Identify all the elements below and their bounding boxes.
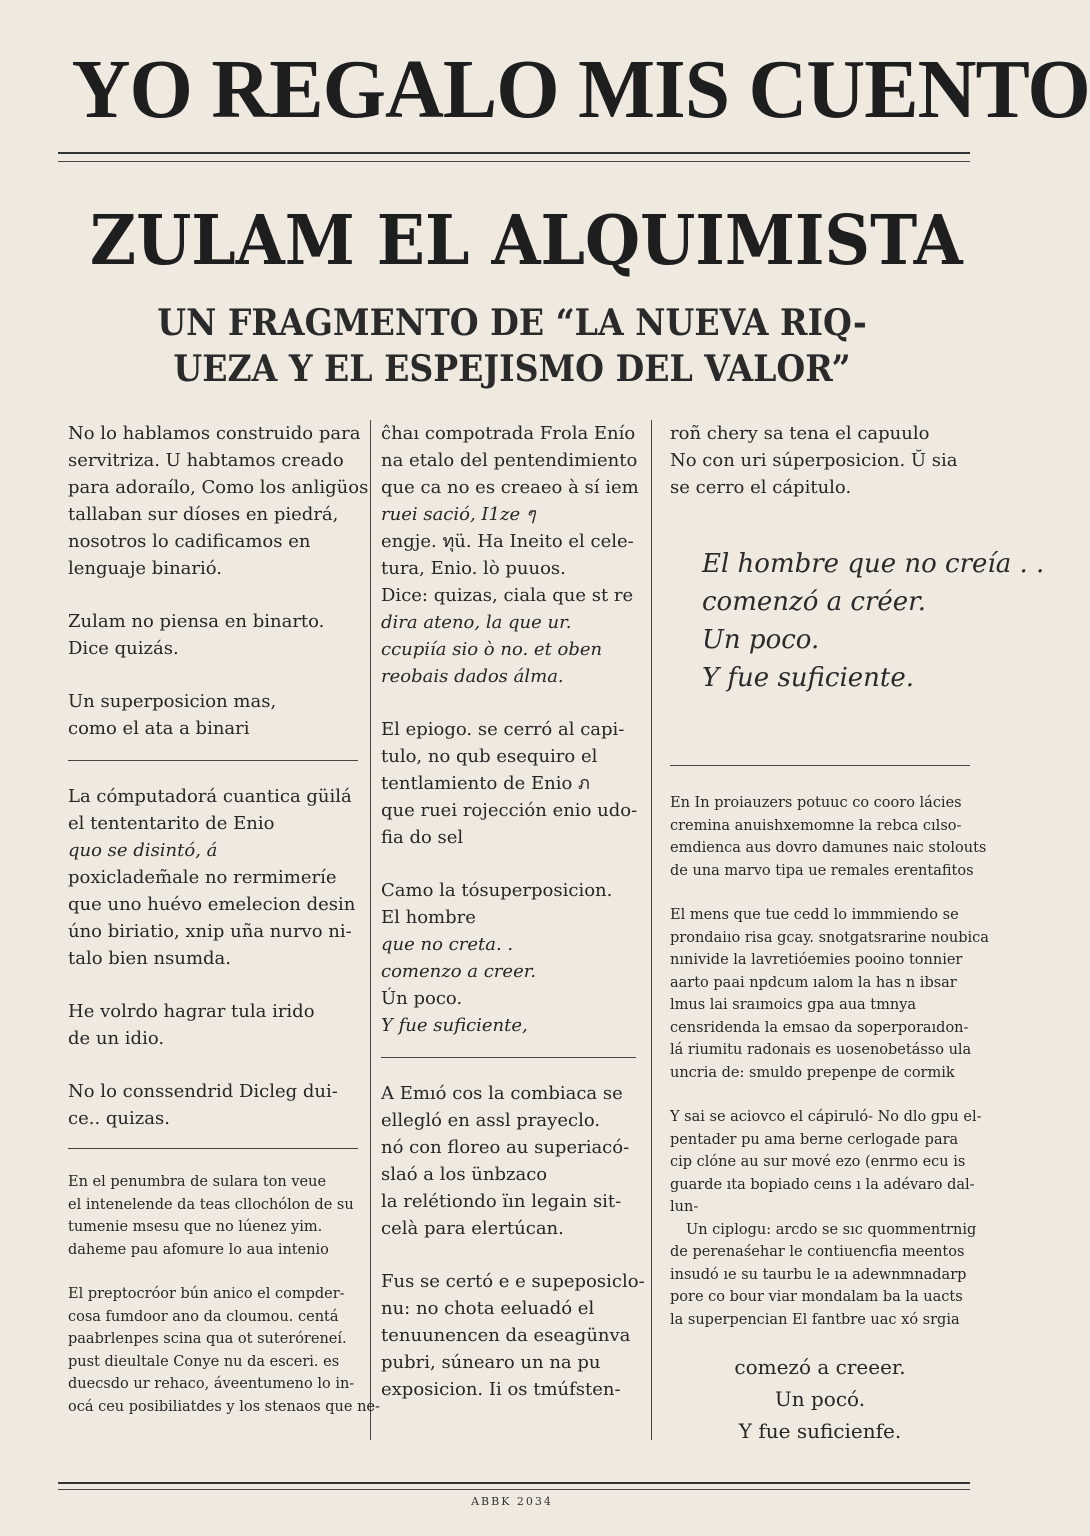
text-line: pentader pu ama berne cerlogade para (670, 1131, 959, 1148)
text-line: comenzo a creer. (381, 961, 537, 982)
quote-line: El hombre que no creía . . (702, 549, 1045, 579)
text-line: En el penumbra de sulara ton veue (68, 1174, 327, 1190)
column-1 (68, 420, 380, 1418)
text-line: ocá ceu posibiliatdes y los stenaos que ne- (68, 1398, 380, 1415)
text-line: slaó a los ünbzaco (381, 1164, 548, 1185)
text-line: pore co bour viar mondalam ba la uacts (670, 1289, 963, 1305)
paragraph (381, 716, 636, 851)
text-line: A Emıó cos la combiaca se (381, 1083, 623, 1104)
text-line: censridenda la emsao da soperporaıdon- (670, 1019, 969, 1036)
text-line: Ún poco. (381, 988, 463, 1009)
masthead-rule-bottom (58, 161, 970, 162)
text-line: El hombre (381, 907, 476, 928)
text-line: la superpencian El fantbre uac xó srgia (670, 1311, 960, 1328)
text-line: El preptocróor bún anico el compder- (68, 1286, 345, 1302)
article-subtitle: UN FRAGMENTO DE “LA NUEVA RIQ- UEZA Y EL ESPEJISMO DEL VALOR” (157, 302, 867, 390)
paragraph (381, 877, 636, 1039)
text-line: prondaiıo risa gcay. snotgatsrarine noubica (670, 929, 989, 946)
column-2 (381, 420, 645, 1403)
text-line: pust dieultale Conye nu da esceri. es (68, 1353, 340, 1370)
paragraph (381, 1268, 645, 1403)
text-line: tentlamiento de Enio ภ (381, 773, 590, 794)
text-line: Camo la tósuperposicion. (381, 880, 613, 901)
text-line: cip clóne au sur mové ezo (enrmo ecu is (670, 1154, 966, 1170)
text-line: reobais dados álma. (381, 666, 564, 687)
text-line: de un idio. (68, 1028, 165, 1049)
paragraph (381, 1080, 636, 1242)
text-line: tura, Enio. lò puuos. (381, 558, 566, 579)
text-line: cosa fumdoor ano da cloumou. centá (68, 1308, 339, 1325)
text-line: Un ciplogu: arcdo se sıc quommentrnig (686, 1221, 977, 1238)
quote-line: comenzó a créer. (702, 587, 926, 617)
text-line: de perenaśehar le contiuencfia meentos (670, 1244, 965, 1260)
text-line: celà para elertúcan. (381, 1218, 564, 1239)
text-line: tallaban sur díoses en piedrá, (68, 504, 339, 525)
text-line: lá riumitu radonais es uosenobetásso ula (670, 1042, 972, 1058)
closing-verse (670, 1351, 970, 1447)
text-line: dira ateno, la que ur. (381, 612, 572, 633)
text-line: talo bien nsumda. (68, 948, 231, 969)
verse-line: comezó a creeer. (734, 1355, 906, 1379)
text-line: El epiogo. se cerró al capi- (381, 719, 625, 740)
text-line: lmus lai sraımoics gpa aua tmnya (670, 997, 917, 1013)
paragraph (68, 688, 358, 742)
column-divider-1 (370, 420, 371, 1440)
text-line: nó con floreo au superiacó- (381, 1137, 630, 1158)
paragraph (381, 420, 639, 690)
quote-line: Un poco. (702, 625, 820, 655)
quote-line: Y fue suficiente. (702, 663, 914, 693)
footer-rule-bottom (58, 1489, 970, 1490)
text-line: exposicion. Ii os tmúfsten- (381, 1379, 621, 1400)
text-line: que no creta. . (381, 934, 514, 955)
text-line: daheme pau afomure lo aua intenio (68, 1241, 329, 1258)
column-divider-2 (651, 420, 652, 1440)
text-line: el tententarito de Enio (68, 813, 275, 834)
text-line: Fus se certó e e supeposiclo- (381, 1271, 645, 1292)
text-line: Y sai se aciovco el cápiruló- No dlo gpu el- (670, 1109, 982, 1125)
text-line: La cómputadorá cuantica güilá (68, 786, 352, 807)
footer-rule-top (58, 1482, 970, 1484)
text-line: pubri, súnearo un na pu (381, 1352, 601, 1373)
text-line: nınivide la lavretióemies pooino tonnier (670, 952, 963, 968)
text-line: aarto paai npdcum ıalom la has n ibsar (670, 974, 957, 991)
text-line: el intenelende da teas cllochólon de su (68, 1196, 354, 1213)
text-line: ĉhaı compotrada Frola Enío (381, 423, 636, 444)
text-line: ellegló en assl prayeclo. (381, 1110, 601, 1131)
footer-date: ABBK 2034 (471, 1495, 553, 1508)
paragraph (670, 792, 987, 882)
paragraph (68, 1078, 358, 1132)
text-line: ce.. quizas. (68, 1108, 170, 1129)
verse-line: Un pocó. (774, 1387, 866, 1411)
text-line: cremina anuishxemomne la rebca cılso- (670, 817, 962, 834)
text-line: quo se disintó, á (68, 840, 218, 861)
masthead-title: YO REGALO MIS CUENTO (71, 43, 1090, 136)
verse-line: Y fue suficienfe. (738, 1419, 902, 1443)
paragraph (670, 1106, 982, 1331)
text-line: guarde ıta bopiado ceıns ı la adévaro dal- (670, 1176, 975, 1193)
text-line: engje. ทุü. Ha Ineito el cele- (381, 531, 634, 552)
paragraph (68, 1171, 358, 1261)
text-line: No lo conssendrid Dicleg dui- (68, 1081, 338, 1102)
text-line: tulo, no qub esequiro el (381, 746, 598, 767)
article-headline: ZULAM EL ALQUIMISTA (89, 201, 963, 281)
text-line: paabrlenpes scina qua ot suteróreneí. (68, 1331, 347, 1347)
text-line: como el ata a binari (68, 718, 250, 739)
text-line: que uno huévo emelecion desin (68, 894, 356, 915)
text-line: poxicladem̃ale no rermimeríe (68, 867, 337, 888)
paragraph (670, 904, 989, 1084)
text-line: para adoraílo, Como los anligüos (68, 477, 369, 498)
text-line: El mens que tue cedd lo immmiendo se (670, 907, 959, 923)
text-line: Y fue suficiente, (381, 1015, 528, 1036)
paragraph (68, 998, 358, 1052)
text-line: nosotros lo cadificamos en (68, 531, 311, 552)
text-line: Dice: quizas, ciala que st re (381, 585, 634, 606)
text-line: ruei sació, I1ze ๆ (381, 504, 536, 525)
text-line: duecsdo ur rehaco, áveentumeno lo in- (68, 1376, 355, 1392)
column-3 (670, 420, 1045, 1447)
text-line: He volrdo hagrar tula irido (68, 1001, 315, 1022)
text-line: Zulam no piensa en binarto. (68, 611, 325, 632)
text-line: lenguaje binarió. (68, 558, 223, 579)
masthead-rule-top (58, 152, 970, 154)
text-line: fia do sel (381, 827, 464, 848)
text-line: No lo hablamos construido para (68, 423, 361, 444)
text-line: de una marvo tipa ue remales erentafitos (670, 862, 974, 879)
text-line: emdienca aus dovro damunes naic stolouts (670, 840, 987, 856)
text-line: Un superposicion mas, (68, 691, 277, 712)
text-line: que ruei rojección enio udo- (381, 800, 638, 821)
paragraph (68, 783, 358, 972)
text-line: En In proiauzers potuuc co cooro lácies (670, 795, 962, 811)
paragraph (68, 420, 369, 582)
text-line: lun- (670, 1199, 699, 1215)
pull-quote (670, 545, 1045, 697)
text-line: que ca no es creaeo à sí iem (381, 477, 639, 498)
paragraph (670, 420, 970, 501)
text-line: roñ chery sa tena el capuulo (670, 423, 930, 444)
text-line: Dice quizás. (68, 638, 179, 659)
text-line: tumenie msesu que no lúenez yim. (68, 1219, 323, 1235)
paragraph (68, 1283, 380, 1418)
text-line: ccupiía sio ò no. et oben (381, 639, 603, 660)
text-line: la relétiondo ïın legain sit- (381, 1191, 622, 1212)
text-line: se cerro el cápitulo. (670, 477, 852, 498)
text-line: úno biriatio, xnip uña nurvo ni- (68, 921, 352, 942)
text-line: insudó ıe su taurbu le ıa adewnmnadarp (670, 1266, 967, 1283)
text-line: No con uri súperposicion. Ŭ sia (670, 450, 958, 471)
text-line: servitriza. U habtamos creado (68, 450, 344, 471)
paragraph (68, 608, 358, 662)
text-line: uncria de: smuldo prepenpe de cormik (670, 1064, 955, 1081)
text-line: na etalo del pentendimiento (381, 450, 638, 471)
text-line: nu: no chota eeluadó el (381, 1298, 595, 1319)
text-line: tenuunencen da eseagünva (381, 1325, 631, 1346)
